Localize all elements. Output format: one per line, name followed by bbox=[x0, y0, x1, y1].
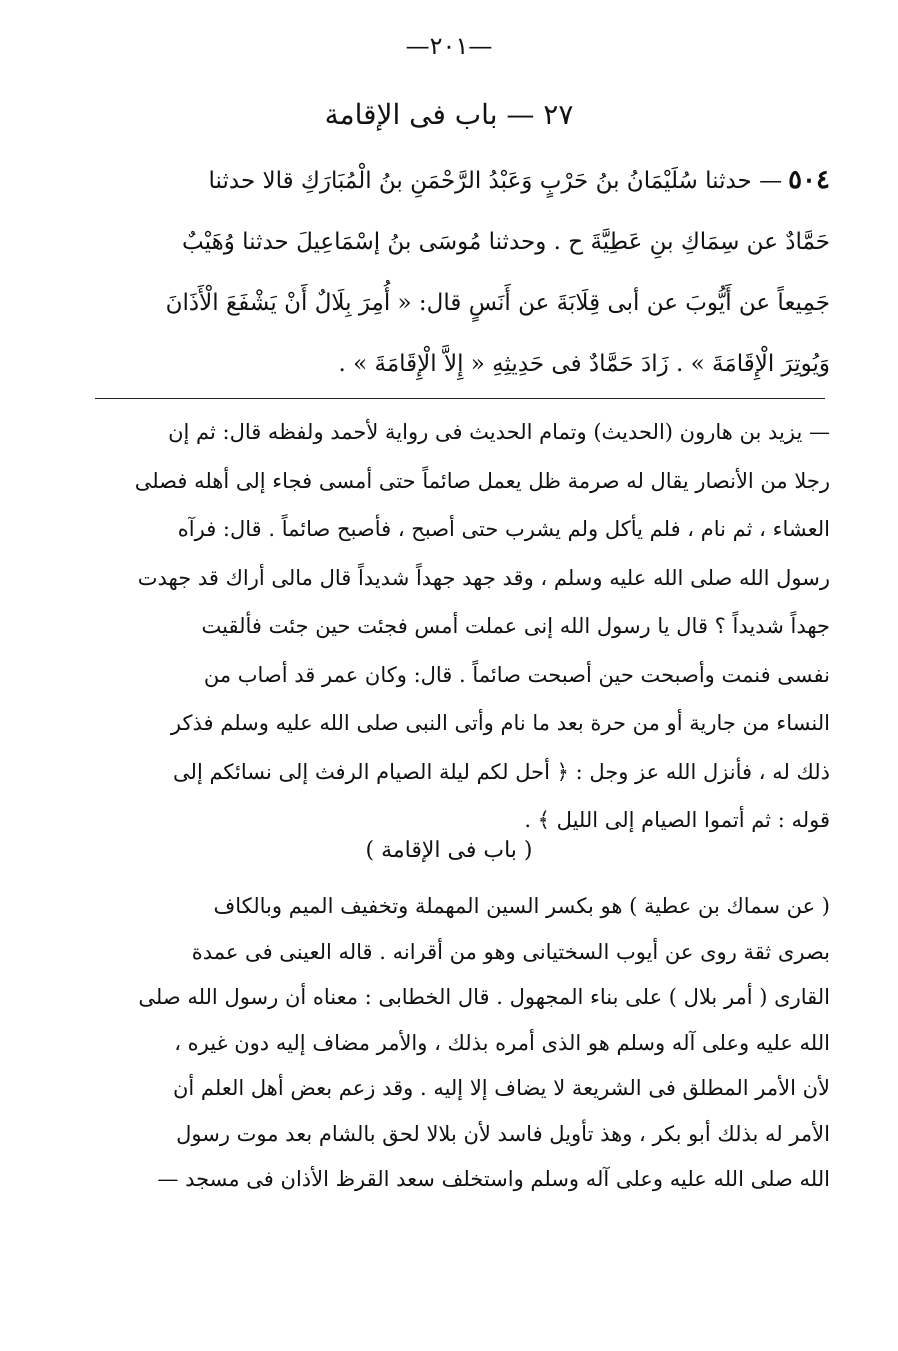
commentary-line: بصرى ثقة روى عن أيوب السختيانى وهو من أقرانه . قاله العينى فى عمدة bbox=[191, 939, 830, 964]
hadith-number: ٥٠٤ bbox=[788, 165, 830, 195]
commentary-line: الله صلى الله عليه وعلى آله وسلم واستخلف سعد القرظ الأذان فى مسجد — bbox=[157, 1167, 830, 1191]
commentary-line: النساء من جارية أو من حرة بعد ما نام وأتى النبى صلى الله عليه وسلم فذكر bbox=[170, 711, 830, 735]
commentary-line: — يزيد بن هارون (الحديث) وتمام الحديث فى رواية لأحمد ولفظه قال: ثم إن bbox=[168, 420, 830, 444]
commentary-line: ذلك له ، فأنزل الله عز وجل : ﴿ أحل لكم ليلة الصيام الرفث إلى نسائكم إلى bbox=[173, 759, 830, 784]
commentary-text bbox=[95, 408, 830, 845]
commentary-line: الله عليه وعلى آله وسلم هو الذى أمره بذلك ، والأمر مضاف إليه دون غيره ، bbox=[174, 1030, 830, 1055]
hadith-line-text: — حدثنا سُلَيْمَانُ بنُ حَرْبٍ وَعَبْدُ الرَّحْمَنِ بنُ الْمُبَارَكِ قالا حدثنا bbox=[208, 168, 783, 194]
chapter-title: ٢٧ — باب فى الإقامة bbox=[324, 98, 574, 131]
commentary-line: رجلا من الأنصار يقال له صرمة ظل يعمل صائماً حتى أمسى فجاء إلى أهله فصلى bbox=[134, 468, 830, 493]
page-number: —٢٠١— bbox=[405, 32, 493, 60]
hadith-line: وَيُوتِرَ الْإِقَامَةَ » . زَادَ حَمَّادٌ فى حَدِيثِهِ « إِلاَّ الْإِقَامَةَ » . bbox=[338, 351, 830, 377]
hadith-line: جَمِيعاً عن أَيُّوبَ عن أبى قِلَابَةَ عن أَنَسٍ قال: « أُمِرَ بِلَالٌ أَنْ يَشْفَعَ الْأَذَانَ bbox=[165, 290, 830, 316]
commentary-line: الأمر له بذلك أبو بكر ، وهذ تأويل فاسد لأن بلالا لحق بالشام بعد موت رسول bbox=[176, 1121, 830, 1146]
hadith-line bbox=[95, 150, 830, 212]
footnote-separator bbox=[95, 398, 825, 399]
section-heading: ( باب فى الإقامة ) bbox=[365, 838, 533, 863]
commentary-line: القارى ( أمر بلال ) على بناء المجهول . قال الخطابى : معناه أن رسول الله صلى bbox=[138, 985, 830, 1009]
commentary-line: العشاء ، ثم نام ، فلم يأكل ولم يشرب حتى أصبح ، فأصبح صائماً . قال: فرآه bbox=[177, 517, 830, 541]
commentary-line: رسول الله صلى الله عليه وسلم ، وقد جهد جهداً شديداً قال مالى أراك قد جهدت bbox=[137, 565, 830, 590]
hadith-line: حَمَّادٌ عن سِمَاكِ بنِ عَطِيَّةَ ح . وحدثنا مُوسَى بنُ إسْمَاعِيلَ حدثنا وُهَيْبٌ bbox=[182, 229, 830, 255]
commentary-line: لأن الأمر المطلق فى الشريعة لا يضاف إلا إليه . وقد زعم بعض أهل العلم أن bbox=[173, 1076, 830, 1100]
commentary-section-text bbox=[95, 884, 830, 1203]
commentary-line: ( عن سماك بن عطية ) هو بكسر السين المهملة وتخفيف الميم وبالكاف bbox=[213, 894, 830, 918]
commentary-line: جهداً شديداً ؟ قال يا رسول الله إنى عملت أمس فجئت حين جئت فألقيت bbox=[201, 614, 830, 638]
hadith-text bbox=[95, 150, 830, 395]
commentary-line: قوله : ثم أتموا الصيام إلى الليل ﴾ . bbox=[524, 808, 830, 832]
commentary-line: نفسى فنمت وأصبحت حين أصبحت صائماً . قال: وكان عمر قد أصاب من bbox=[203, 662, 830, 687]
